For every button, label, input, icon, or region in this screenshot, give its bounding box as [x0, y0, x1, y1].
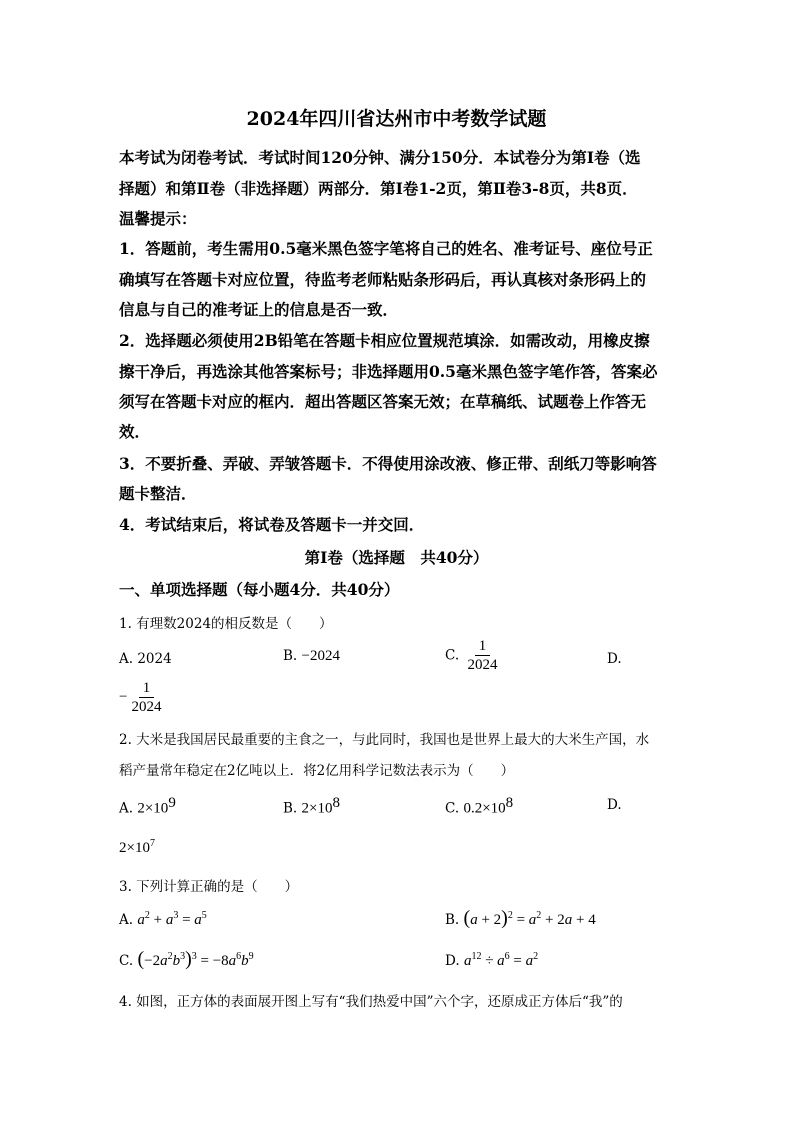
notice-3-line-2: 题卡整洁． [119, 484, 197, 503]
part-title: 第Ⅰ卷（选择题 共40分） [304, 548, 489, 567]
q3-option-c [119, 948, 254, 971]
section-title: 一、单项选择题（每小题4分．共40分） [119, 580, 400, 599]
option-value: 2×10 [119, 840, 150, 856]
denominator: 2024 [131, 698, 162, 715]
option-label: C. [119, 953, 134, 969]
notice-2-line-3: 须写在答题卡对应的框内．超出答题区答案无效；在草稿纸、试题卷上作答无 [119, 392, 647, 411]
formula: $a^{12} \div a^6 = a^2$ [463, 951, 539, 969]
q3-option-a [119, 910, 207, 929]
q2-stem-line-1: 2. 大米是我国居民最重要的主食之一，与此同时，我国也是世界上最大的大米生产国，水 [119, 732, 650, 748]
option-label: B. [445, 912, 460, 928]
q2-option-a [119, 795, 176, 818]
minus-sign: − [119, 689, 128, 706]
option-value: 2024 [137, 651, 172, 667]
q1-option-a [119, 651, 172, 667]
option-label: B. [283, 648, 298, 664]
option-label: D. [445, 953, 460, 969]
option-value: 2×10 [137, 800, 169, 817]
q1-option-d-label: D. [607, 651, 622, 667]
numerator: 1 [475, 638, 491, 656]
numerator: 1 [139, 680, 155, 698]
option-label: A. [119, 651, 134, 667]
formula: $a^2 + a^3 = a^5$ [137, 910, 207, 928]
formula: $(-2a^2b^3)^3 = -8a^6b^9$ [137, 948, 254, 970]
tip-label: 温馨提示： [119, 209, 197, 228]
option-value: 2×10 [301, 800, 333, 817]
denominator: 2024 [467, 656, 498, 673]
page-title: 2024年四川省达州市中考数学试题 [246, 108, 547, 130]
q1-stem: 1. 有理数2024的相反数是（ ） [119, 616, 333, 632]
q2-option-d-label: D. [607, 797, 622, 813]
fraction [463, 638, 501, 674]
notice-1-line-2: 确填写在答题卡对应位置，待监考老师粘贴条形码后，再认真核对条形码上的 [119, 270, 647, 289]
q3-stem: 3. 下列计算正确的是（ ） [119, 879, 299, 895]
exponent: 9 [168, 795, 176, 811]
option-label: C. [445, 647, 460, 664]
notice-2-line-1: 2．选择题必须使用2B铅笔在答题卡相应位置规范填涂．如需改动，用橡皮擦 [119, 331, 650, 350]
exponent: 8 [505, 795, 514, 811]
notice-1-line-3: 信息与自己的准考证上的信息是否一致． [119, 300, 399, 319]
option-label: C. [445, 800, 460, 817]
notice-3-line-1: 3．不要折叠、弄破、弄皱答题卡．不得使用涂改液、修正带、刮纸刀等影响答 [119, 454, 657, 473]
q2-option-d [119, 838, 155, 857]
formula: $(a + 2)^2 = a^2 + 2a + 4$ [463, 907, 596, 929]
exponent: 8 [332, 795, 340, 811]
notice-2-line-2: 擦干净后，再选涂其他答案标号；非选择题用0.5毫米黑色签字笔作答，答案必 [119, 362, 658, 381]
q4-stem: 4. 如图，正方体的表面展开图上写有“我们热爱中国”六个字，还原成正方体后“我”的 [119, 994, 623, 1010]
intro-line-2: 择题）和第Ⅱ卷（非选择题）两部分．第Ⅰ卷1-2页，第Ⅱ卷3-8页，共8页． [119, 179, 638, 198]
option-label: B. [283, 800, 298, 817]
q1-option-b [283, 648, 340, 665]
notice-1-line-1: 1．答题前，考生需用0.5毫米黑色签字笔将自己的姓名、准考证号、座位号正 [119, 239, 653, 258]
q3-option-b [445, 907, 596, 930]
q2-option-b [283, 795, 340, 818]
q1-option-c [445, 638, 501, 674]
fraction [127, 680, 165, 716]
option-label: A. [119, 800, 134, 817]
q2-option-c [445, 795, 513, 818]
notice-4-line-1: 4．考试结束后，将试卷及答题卡一并交回． [119, 515, 425, 534]
option-value: −2024 [301, 648, 340, 664]
q2-stem-line-2: 稻产量常年稳定在2亿吨以上．将2亿用科学记数法表示为（ ） [119, 763, 515, 779]
q3-option-d [445, 951, 538, 970]
notice-2-line-4: 效． [119, 422, 151, 441]
q1-option-d [119, 680, 165, 716]
exponent: 7 [149, 838, 155, 849]
option-label: A. [119, 912, 134, 928]
option-value: 0.2×10 [463, 800, 506, 817]
intro-line-1: 本考试为闭卷考试．考试时间120分钟、满分150分．本试卷分为第Ⅰ卷（选 [119, 148, 641, 167]
